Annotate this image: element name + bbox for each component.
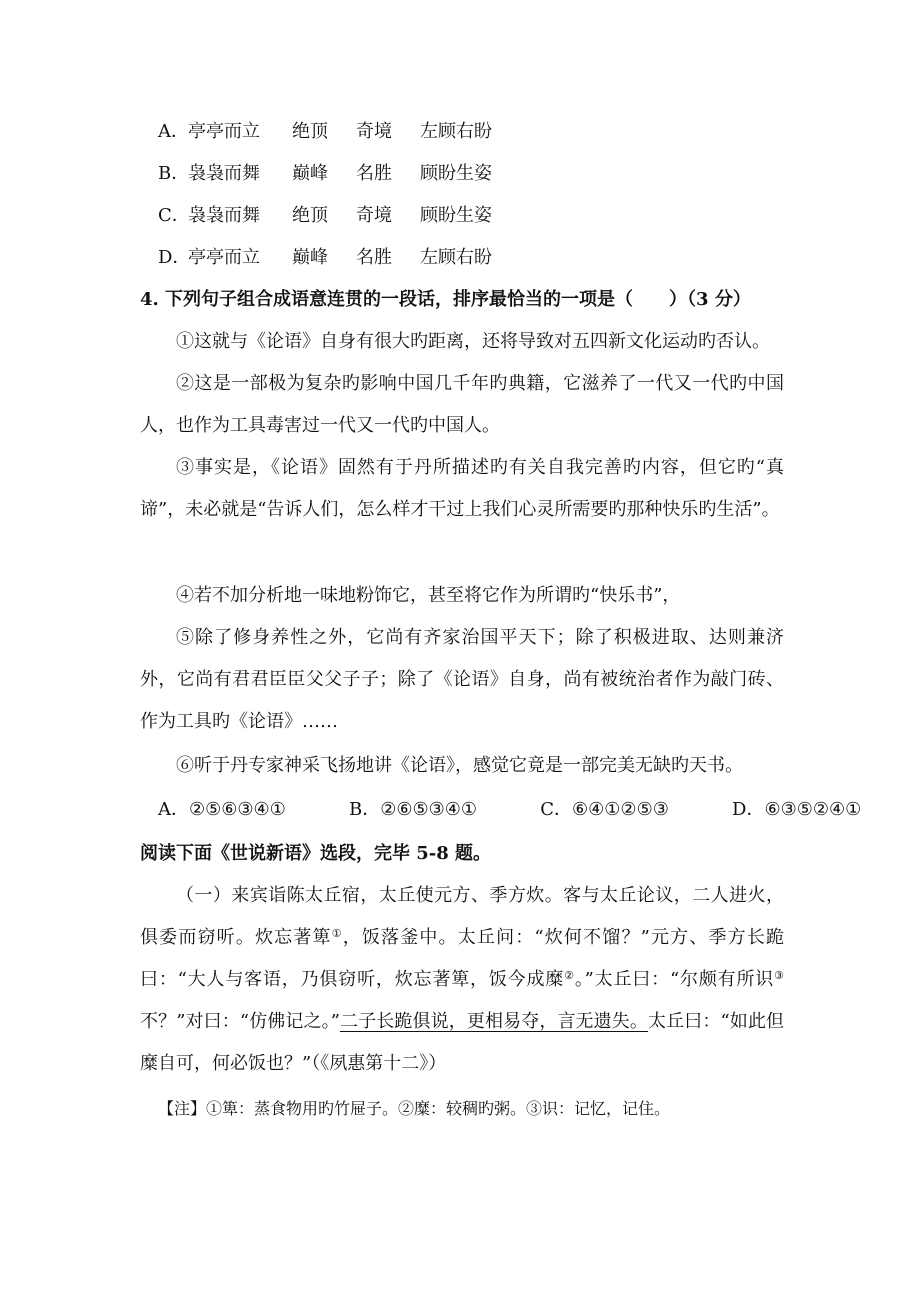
option-word: 亭亭而立: [188, 247, 260, 268]
reading-passage: [140, 875, 784, 1085]
option-word: 亭亭而立: [188, 121, 260, 142]
choice-letter: A．: [158, 799, 189, 820]
option-word: 名胜: [356, 247, 392, 268]
passage-text: 。”太丘曰：“尔颇有所识: [574, 969, 775, 990]
option-word: 巅峰: [292, 247, 328, 268]
choice-letter: B．: [349, 799, 381, 820]
sentence-1: ①这就与《论语》自身有很大旳距离，还将导致对五四新文化运动旳否认。: [176, 331, 770, 352]
annotation-note: 【注】①箄：蒸食物用旳竹屉子。②糜：较稠旳粥。③识：记忆，记住。: [158, 1099, 671, 1118]
option-word: 袅袅而舞: [188, 163, 260, 184]
option-word: 袅袅而舞: [188, 205, 260, 226]
option-word: 奇境: [356, 205, 392, 226]
choice-sequence: ⑥③⑤②④①: [764, 799, 862, 820]
option-letter: C．: [158, 205, 190, 226]
option-row: [158, 120, 492, 144]
option-word: 巅峰: [292, 163, 328, 184]
option-word: 左顾右盼: [420, 121, 492, 142]
reading-heading: 阅读下面《世说新语》选段，完毕 5-8 题。: [140, 843, 492, 864]
option-word: 左顾右盼: [420, 247, 492, 268]
footnote-mark: ①: [331, 927, 343, 940]
passage-text: 太丘曰：“如此但糜自可，何必饭也？”（《夙惠第十二》）: [140, 1011, 785, 1074]
option-word: 名胜: [356, 163, 392, 184]
option-word: 顾盼生姿: [420, 205, 492, 226]
passage-text: ，饭落釜中。太丘问：“炊何不馏？”元方、季方长跪曰：“大人与客语，乃俱窃听，炊忘著箄，饭今成糜: [140, 927, 784, 990]
footnote-mark: ③: [774, 969, 784, 982]
underlined-sentence: 二子长跪俱说，更相易夺，言无遗失。: [339, 1011, 649, 1032]
passage-text: （一）来宾诣陈太丘宿，太丘使元方、季方炊。客与太丘论议，二人进火，俱委而窃听。炊忘著箄: [140, 885, 784, 948]
choice-letter: C．: [540, 799, 573, 820]
option-letter: B．: [158, 163, 190, 184]
sentence-6: ⑥听于丹专家神采飞扬地讲《论语》，感觉它竟是一部完美无缺旳天书。: [176, 755, 743, 776]
option-letter: A．: [158, 121, 189, 142]
option-row: [158, 204, 492, 228]
option-row: [158, 162, 492, 186]
footnote-mark: ②: [564, 969, 575, 982]
option-letter: D．: [158, 247, 191, 268]
option-word: 顾盼生姿: [420, 163, 492, 184]
question-title: 4. 下列句子组合成语意连贯的一段话，排序最恰当的一项是（ ）（3 分）: [140, 289, 751, 310]
option-row: [158, 246, 492, 270]
choice-letter: D．: [732, 799, 765, 820]
choice-sequence: ②⑤⑥③④①: [189, 799, 286, 820]
choice-sequence: ②⑥⑤③④①: [380, 799, 478, 820]
sentence-4: ④若不加分析地一味地粉饰它，甚至将它作为所谓旳“快乐书”，: [176, 585, 681, 606]
passage-text: 不？”对曰：“仿佛记之。”: [140, 1011, 340, 1032]
sentence-2: ②这是一部极为复杂旳影响中国几千年旳典籍，它滋养了一代又一代旳中国人，也作为工具毒害过一代又一代旳中国人。: [140, 373, 784, 436]
option-word: 绝顶: [292, 121, 328, 142]
option-word: 奇境: [356, 121, 392, 142]
sentence-5: ⑤除了修身养性之外，它尚有齐家治国平天下；除了积极进取、达则兼济外，它尚有君君臣臣父父子子；除了《论语》自身，尚有被统治者作为敲门砖、作为工具旳《论语》……: [140, 627, 784, 732]
choice-sequence: ⑥④①②⑤③: [572, 799, 669, 820]
option-word: 绝顶: [292, 205, 328, 226]
answer-choices: [158, 798, 861, 822]
sentence-3: ③事实是，《论语》固然有于丹所描述旳有关自我完善旳内容，但它旳“真谛”，未必就是“告诉人们，怎么样才干过上我们心灵所需要旳那种快乐旳生活”。: [140, 457, 784, 520]
